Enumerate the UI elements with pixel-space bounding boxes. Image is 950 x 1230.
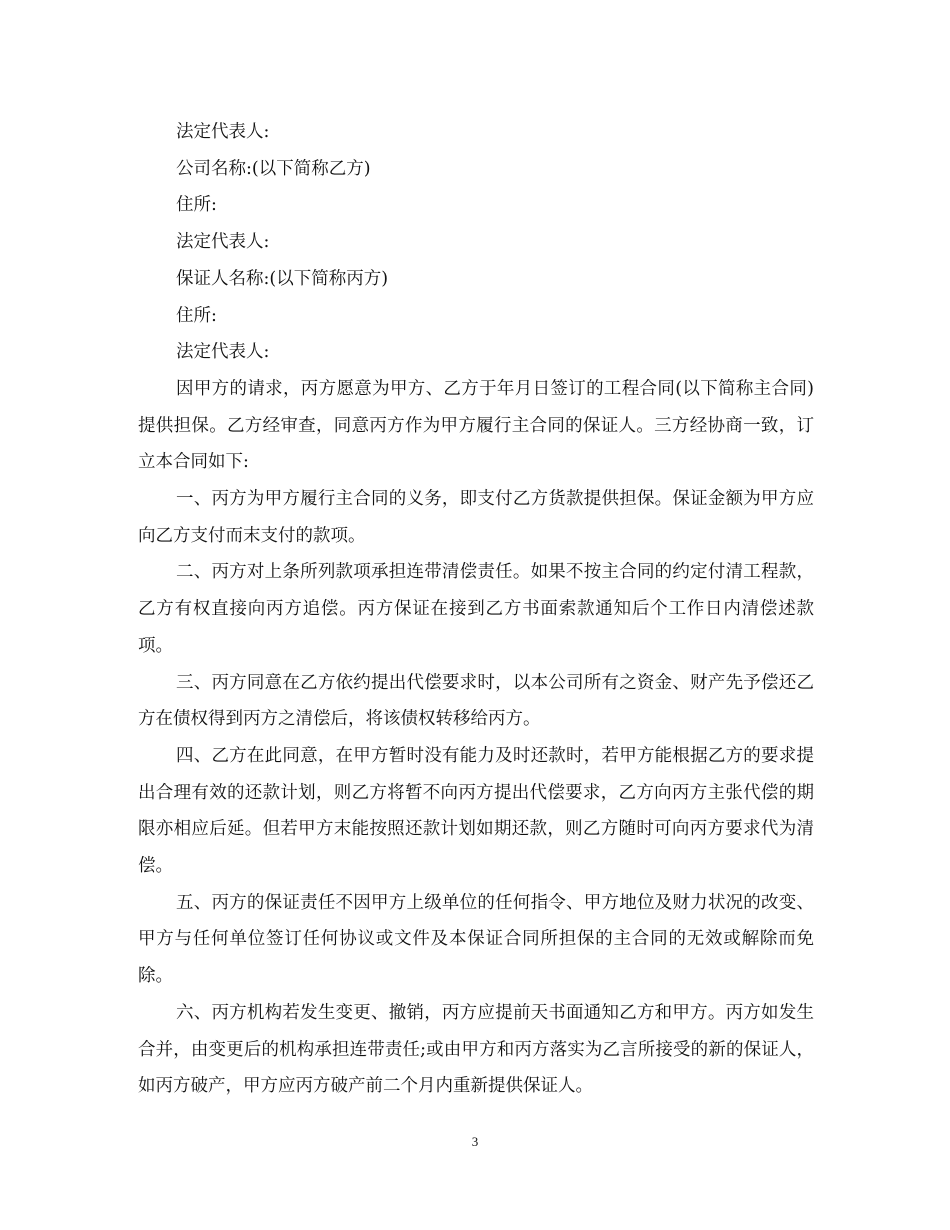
clause-3-paragraph: 三、丙方同意在乙方依约提出代偿要求时，以本公司所有之资金、财产先予偿还乙方在债权得到丙方之清偿后，将该债权转移给丙方。 <box>138 672 814 730</box>
clause-5-paragraph: 五、丙方的保证责任不因甲方上级单位的任何指令、甲方地位及财力状况的改变、甲方与任何单位签订任何协议或文件及本保证合同所担保的主合同的无效或解除而免除。 <box>138 892 814 987</box>
field-company-name: 公司名称:(以下简称乙方) <box>176 158 371 179</box>
field-legal-representative: 法定代表人: <box>176 122 270 142</box>
clause-6-paragraph: 六、丙方机构若发生变更、撤销，丙方应提前天书面通知乙方和甲方。丙方如发生合并，由变更后的机构承担连带责任;或由甲方和丙方落实为乙言所接受的新的保证人，如丙方破产，甲方应丙方破产前二个月内重新提供保证人。 <box>138 1002 814 1097</box>
field-legal-representative: 法定代表人: <box>176 342 270 363</box>
clause-2-paragraph: 二、丙方对上条所列款项承担连带清偿责任。如果不按主合同的约定付清工程款，乙方有权直接向丙方追偿。丙方保证在接到乙方书面索款通知后个工作日内清偿述款项。 <box>138 562 814 656</box>
document-body <box>138 114 814 1105</box>
field-guarantor-name: 保证人名称:(以下简称丙方) <box>176 268 389 289</box>
preamble-paragraph: 因甲方的请求，丙方愿意为甲方、乙方于年月日签订的工程合同(以下简称主合同)提供担保。乙方经审查，同意丙方作为甲方履行主合同的保证人。三方经协商一致，订立本合同如下: <box>138 378 814 473</box>
clause-4-paragraph: 四、乙方在此同意，在甲方暂时没有能力及时还款时，若甲方能根据乙方的要求提出合理有效的还款计划，则乙方将暂不向丙方提出代偿要求，乙方向丙方主张代偿的期限亦相应后延。但若甲方末能按照还款计划如期还款，则乙方随时可向丙方要求代为清偿。 <box>138 745 814 877</box>
clause-1-paragraph: 一、丙方为甲方履行主合同的义务，即支付乙方货款提供担保。保证金额为甲方应向乙方支付而末支付的款项。 <box>138 489 814 546</box>
field-address: 住所: <box>176 305 217 326</box>
page-number: 3 <box>471 1134 479 1149</box>
field-address: 住所: <box>176 195 217 216</box>
field-legal-representative: 法定代表人: <box>176 232 270 253</box>
